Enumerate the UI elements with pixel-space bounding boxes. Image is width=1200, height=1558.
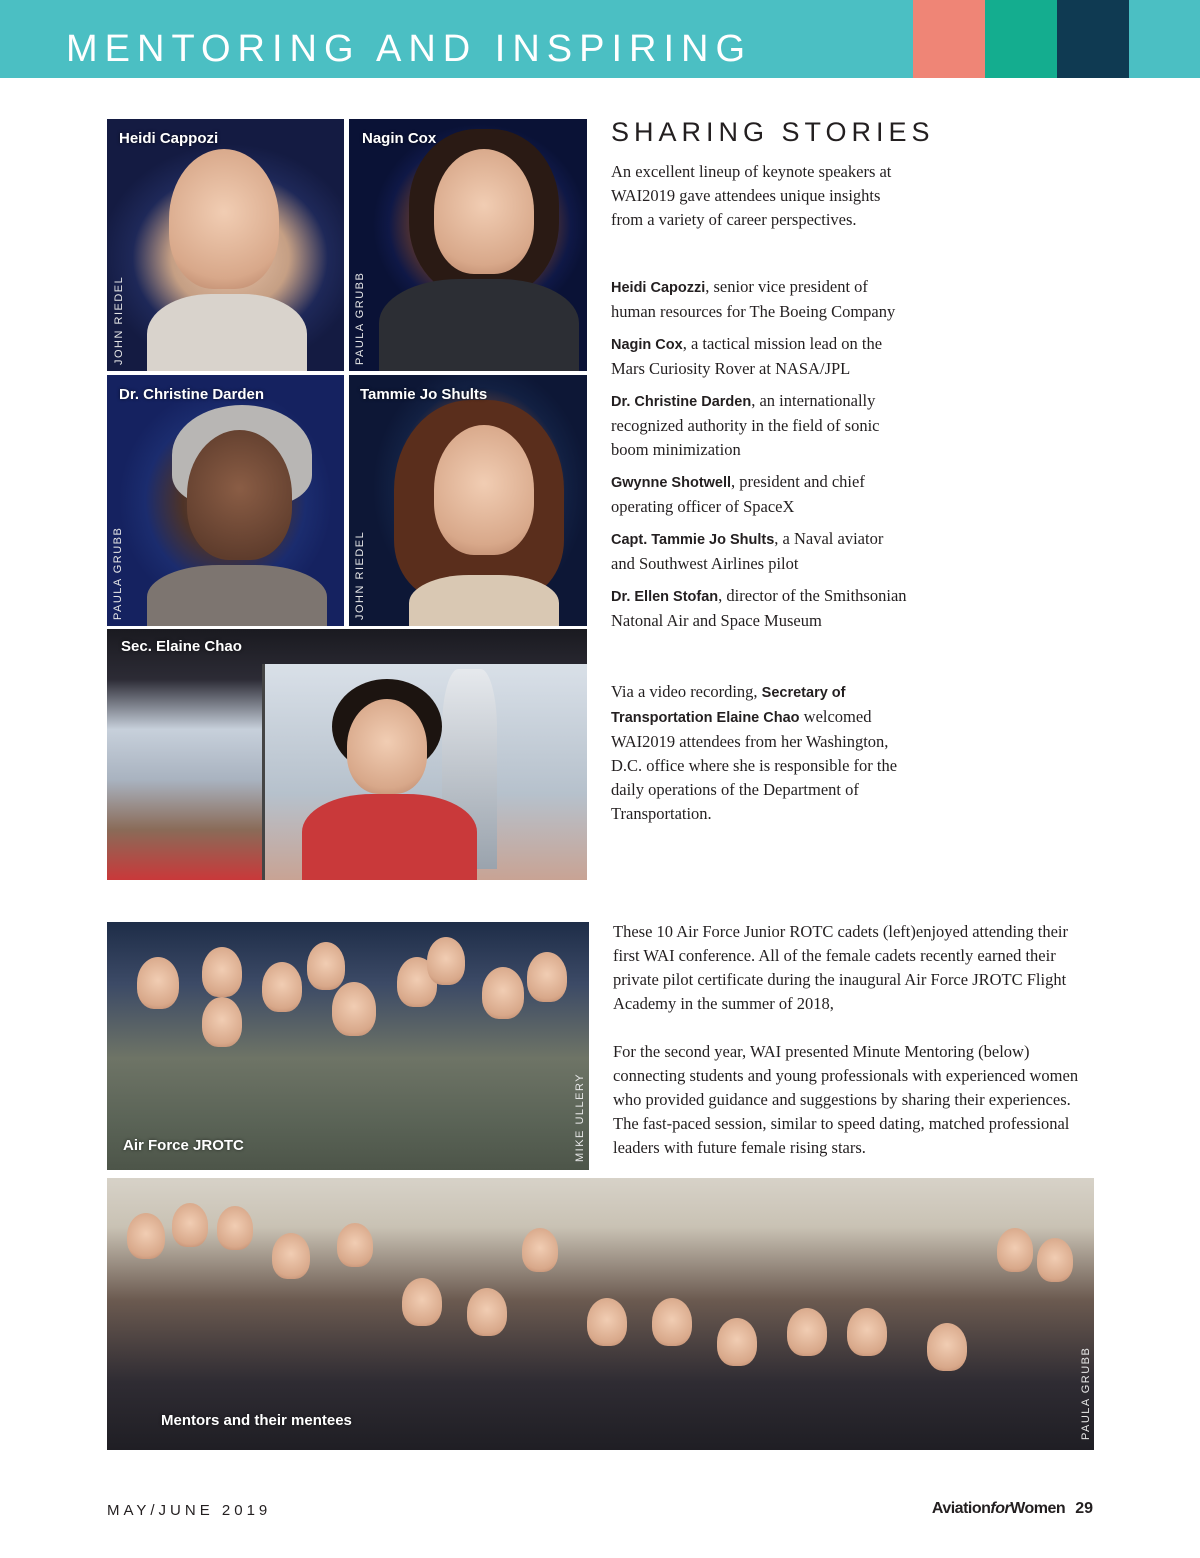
video-recording-note — [611, 680, 911, 826]
speaker-list — [611, 275, 911, 641]
group-face — [1037, 1238, 1073, 1282]
speaker-name: Heidi Capozzi — [611, 280, 706, 296]
speaker-name: Dr. Christine Darden — [611, 394, 752, 410]
group-face — [402, 1278, 442, 1326]
photo-credit: JOHN RIEDEL — [113, 275, 125, 365]
magazine-name-part1: Aviation — [931, 1500, 991, 1517]
portrait-clothing — [147, 565, 327, 626]
group-face — [272, 1233, 310, 1279]
cadet-face — [307, 942, 345, 990]
photo-christine-darden — [107, 375, 344, 626]
cadet-face — [332, 982, 376, 1036]
portrait-figure — [169, 149, 279, 289]
photo-caption: Sec. Elaine Chao — [121, 638, 242, 655]
group-face — [997, 1228, 1033, 1272]
photo-caption: Dr. Christine Darden — [119, 386, 265, 403]
photo-caption: Tammie Jo Shults — [360, 386, 488, 403]
speaker-desc: , senior vice president of human resources for The Boeing Company — [611, 277, 896, 321]
group-face — [217, 1206, 253, 1250]
jrotc-paragraph: These 10 Air Force Junior ROTC cadets (left)enjoyed attending their first WAI conference. All of the female cadets recently earned their private pilot certificate during the inaugural Air Force JROTC Flight Academy in the summer of 2018, — [613, 922, 1068, 1013]
color-swatch-green — [985, 0, 1057, 78]
color-swatch-coral — [913, 0, 985, 78]
speaker-name: Dr. Ellen Stofan — [611, 589, 719, 605]
group-face — [337, 1223, 373, 1267]
section-title: MENTORING AND INSPIRING — [66, 28, 753, 70]
speaker-name: Nagin Cox — [611, 337, 683, 353]
section-header-band — [0, 0, 1200, 78]
group-face — [522, 1228, 558, 1272]
cadet-face — [527, 952, 567, 1002]
cadet-face — [482, 967, 524, 1019]
magazine-footer — [932, 1500, 1093, 1518]
group-face — [787, 1308, 827, 1356]
portrait-figure — [434, 149, 534, 274]
video-name: Secretary of Transportation Elaine Chao — [611, 685, 846, 726]
color-swatch-navy — [1057, 0, 1129, 78]
cadet-face — [202, 997, 242, 1047]
speaker-name: Gwynne Shotwell — [611, 475, 732, 491]
speaker-item — [611, 332, 911, 381]
portrait-figure — [434, 425, 534, 555]
sharing-stories-title: SHARING STORIES — [611, 117, 935, 147]
speaker-desc: , a tactical mission lead on the Mars Curiosity Rover at NASA/JPL — [611, 334, 883, 378]
group-face — [652, 1298, 692, 1346]
video-suffix: welcomed WAI2019 attendees from her Washington, D.C. office where she is responsible for the daily operations of the Department of Transportation. — [611, 707, 898, 823]
photo-heidi-cappozi — [107, 119, 344, 371]
magazine-name-part2: for — [990, 1500, 1011, 1517]
portrait-clothing — [147, 294, 307, 371]
speaker-desc: , an internationally recognized authority in the field of sonic boom minimization — [611, 391, 880, 459]
speaker-item — [611, 584, 911, 633]
video-prefix: Via a video recording, — [611, 682, 762, 701]
speaker-desc: , president and chief operating officer of SpaceX — [611, 472, 865, 516]
group-face — [847, 1308, 887, 1356]
photo-caption: Nagin Cox — [362, 130, 437, 147]
speaker-item — [611, 389, 911, 462]
photo-tammie-jo-shults — [349, 375, 587, 626]
portrait-clothing — [379, 279, 579, 371]
photo-nagin-cox — [349, 119, 587, 371]
speaker-item — [611, 275, 911, 324]
photo-credit: PAULA GRUBB — [354, 271, 366, 365]
portrait-clothing — [302, 794, 477, 880]
group-face — [172, 1203, 208, 1247]
cadet-face — [202, 947, 242, 997]
speaker-item — [611, 527, 911, 576]
speaker-item — [611, 470, 911, 519]
photo-credit: PAULA GRUBB — [112, 526, 124, 620]
minute-mentoring-paragraph: For the second year, WAI presented Minute Mentoring (below) connecting students and young professionals with experienced women who provided guidance and suggestions by sharing their experiences. The fast-paced session, similar to speed dating, matched professional leaders with future female rising stars. — [613, 1042, 1079, 1157]
group-face — [717, 1318, 757, 1366]
speaker-desc: , a Naval aviator and Southwest Airlines pilot — [611, 529, 884, 573]
photo-air-force-jrotc — [107, 922, 589, 1170]
group-face — [467, 1288, 507, 1336]
speaker-name: Capt. Tammie Jo Shults — [611, 532, 775, 548]
cadet-face — [427, 937, 465, 985]
speaker-desc: , director of the Smithsonian Natonal Air and Space Museum — [611, 586, 907, 630]
group-face — [927, 1323, 967, 1371]
photo-mentors-and-mentees — [107, 1178, 1094, 1450]
group-face — [127, 1213, 165, 1259]
portrait-clothing — [409, 575, 559, 626]
photo-caption: Air Force JROTC — [123, 1137, 244, 1154]
issue-date: MAY/JUNE 2019 — [107, 1502, 272, 1519]
sharing-stories-intro: An excellent lineup of keynote speakers at WAI2019 gave attendees unique insights from a variety of career perspectives. — [611, 162, 892, 229]
group-face — [587, 1298, 627, 1346]
photo-caption: Mentors and their mentees — [161, 1412, 352, 1429]
portrait-figure — [187, 430, 292, 560]
magazine-name-part3: Women — [1010, 1500, 1066, 1517]
photo-elaine-chao — [107, 629, 587, 880]
cadet-face — [262, 962, 302, 1012]
photo-credit: MIKE ULLERY — [574, 1072, 586, 1162]
photo-credit: PAULA GRUBB — [1080, 1346, 1092, 1440]
photo-caption: Heidi Cappozi — [119, 130, 219, 147]
page-number: 29 — [1075, 1500, 1093, 1517]
photo-credit: JOHN RIEDEL — [354, 530, 366, 620]
portrait-figure — [347, 699, 427, 794]
cadet-face — [137, 957, 179, 1009]
